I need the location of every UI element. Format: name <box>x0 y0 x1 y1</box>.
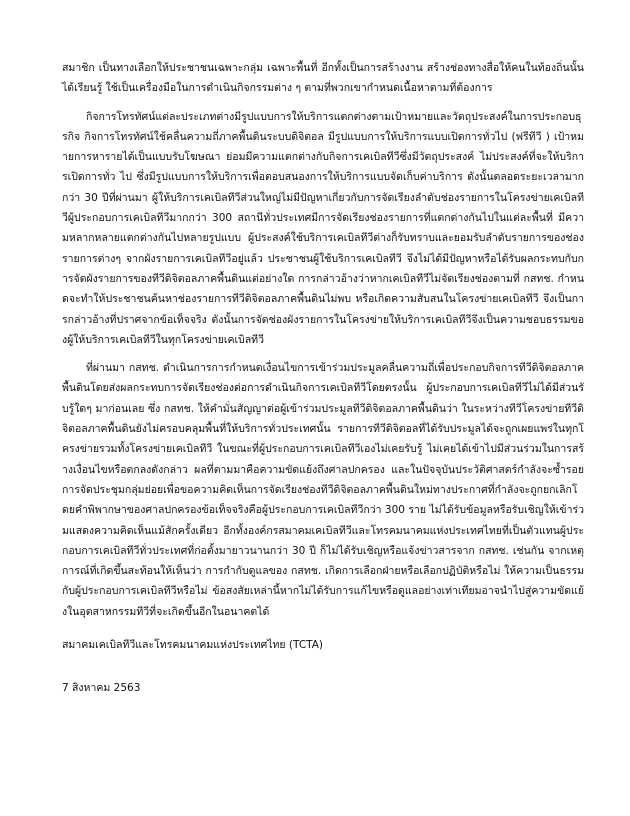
document-body <box>62 58 584 698</box>
paragraph-1: สมาชิก เป็นทางเลือกให้ประชาชนเฉพาะกลุ่ม เฉพาะพื้นที่ อีกทั้งเป็นการสร้างงาน สร้างช่องทางสื่อให้คนในท้องถิ่นนั้นได้เรียนรู้ ใช้เป็นเครื่องมือในการดำเนินกิจกรรมต่าง ๆ ตามที่พวกเขากำหนดเนื้อหาตามที่ต้องการ <box>62 62 584 95</box>
signature-organization: สมาคมเคเบิลทีวีและโทรคมนาคมแห่งประเทศไทย (TCTA) <box>62 639 324 652</box>
paragraph-2: กิจการโทรทัศน์แต่ละประเภทต่างมีรูปแบบการให้บริการแตกต่างตามเป้าหมายและวัตถุประสงค์ในการประกอบธุรกิจ กิจการโทรทัศน์ใช้คลื่นความถี่ภาคพื้นดินระบบดิจิตอล มีรูปแบบการให้บริการแบบเปิดการทั่วไป (ฟรีทีวี ) เป้าหมายการหารายได้เป็นแบบรับโฆษณา ย่อมมีความแตกต่างกับกิจการเคเบิลทีวีซึ่งมีวัตถุประสงค์ ไม่ประสงค์ที่จะให้บริการเปิดการทั่ว ไป ซึ่งมีรูปแบบการให้บริการเพื่อตอบสนองการให้บริการแบบจัดเก็บค่าบริการ ดังนั้นตลอดระยะเวลามากกว่า 30 ปีที่ผ่านมา ผู้ให้บริการเคเบิลทีวีส่วนใหญ่ไม่มีปัญหาเกี่ยวกับการจัดเรียงลำดับช่องรายการในโครงข่ายเคเบิลทีวีผู้ประกอบการเคเบิลทีวีมากกว่า 300 สถานีทั่วประเทศมีการจัดเรียงช่องรายการที่แตกต่างกันไปในแต่ละพื้นที่ มีความหลากหลายแตกต่างกันไปหลายรูปแบบ ผู้ประสงค์ใช้บริการเคเบิลทีวีต่างก็รับทราบและยอมรับลำดับรายการของช่องรายการต่างๆ จากผังรายการเคเบิลทีวีอยู่แล้ว ประชาชนผู้ใช้บริการเคเบิลทีวี จึงไม่ได้มีปัญหาหรือได้รับผลกระทบกับการจัดผังรายการของทีวีดิจิตอลภาคพื้นดินแต่อย่างใด การกล่าวอ้างว่าหากเคเบิลทีวีไม่จัดเรียงช่องตามที่ กสทช. กำหนดจะทำให้ประชาชนค้นหาช่องรายการทีวีดิจิตอลภาคพื้นดินไม่พบ หรือเกิดความสับสนในโครงข่ายเคเบิลทีวี จึงเป็นการกล่าวอ้างที่ปราศจากข้อเท็จจริง ดังนั้นการจัดช่องผังรายการในโครงข่ายให้บริการเคเบิลทีวีจึงเป็นความชอบธรรมของผู้ให้บริการเคเบิลทีวีในทุกโครงข่ายเคเบิลทีวี <box>62 110 584 346</box>
paragraph-3: ที่ผ่านมา กสทช. ดำเนินการการกำหนดเงื่อนไขการเข้าร่วมประมูลคลื่นความถี่เพื่อประกอบกิจการทีวีดิจิตอลภาคพื้นดินโดยส่งผลกระทบการจัดเรียงช่องต่อการดำเนินกิจการเคเบิลทีวีโดยตรงนั้น ผู้ประกอบการเคเบิลทีวีไม่ได้มีส่วนรับรู้ใดๆ มาก่อนเลย ซึ่ง กสทช. ให้คำมั่นสัญญาต่อผู้เข้าร่วมประมูลทีวีดิจิตอลภาคพื้นดินว่า ในระหว่างทีวีโครงข่ายทีวีดิจิตอลภาคพื้นดินยังไม่ครอบคลุมพื้นที่ให้บริการทั่วประเทศนั้น รายการทีวีดิจิตอลที่ได้รับประมูลได้จะถูกเผยแพร่ในทุกโครงข่ายรวมทั้งโครงข่ายเคเบิลทีวี ในขณะที่ผู้ประกอบการเคเบิลทีวีเองไม่เคยรับรู้ ไม่เคยได้เข้าไปมีส่วนร่วมในการสร้างเงื่อนไขหรือตกลงดังกล่าว ผลที่ตามมาคือความขัดแย้งถึงศาลปกครอง และในปัจจุบันประวัติศาสตร์กำลังจะซ้ำรอย การจัดประชุมกลุ่มย่อยเพื่อขอความคิดเห็นการจัดเรียงช่องทีวีดิจิตอลภาคพื้นดินใหม่ทางประกาศที่กำลังจะถูกยกเลิกโดยคำพิพากษาของศาลปกครองข้อเท็จจริงคือผู้ประกอบการเคเบิลทีวีกว่า 300 ราย ไม่ได้รับข้อมูลหรือรับเชิญให้เข้าร่วมแสดงความคิดเห็นแม้สักครั้งเดียว อีกทั้งองค์กรสมาคมเคเบิลทีวีและโทรคมนาคมแห่งประเทศไทยที่เป็นตัวแทนผู้ประกอบการเคเบิลทีวีทั่วประเทศที่ก่อตั้งมายาวนานกว่า 30 ปี ก็ไม่ได้รับเชิญหรือแจ้งข่าวสารจาก กสทช. เช่นกัน จากเหตุการณ์ที่เกิดขึ้นสะท้อนให้เห็นว่า การกำกับดูแลของ กสทช. เกิดการเลือกฝ่ายหรือเลือกปฏิบัติหรือไม่ ให้ความเป็นธรรมกับผู้ประกอบการเคเบิลทีวีหรือไม่ ข้อสงสัยเหล่านี้หากไม่ได้รับการแก้ไขหรือดูแลอย่างเท่าเทียมอาจนำไปสู่ความขัดแย้งในอุตสาหกรรมทีวีที่จะเกิดขึ้นอีกในอนาคตได้ <box>62 362 584 618</box>
document-date: 7 สิงหาคม 2563 <box>62 682 141 695</box>
